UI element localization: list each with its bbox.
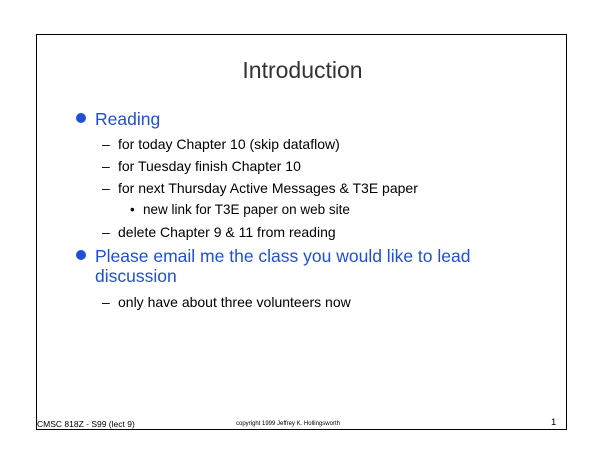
footer-copyright: copyright 1999 Jeffrey K. Hollingsworth: [236, 421, 340, 427]
subitem-tuesday-label: for Tuesday finish Chapter 10: [118, 158, 301, 174]
subsubitem-t3e-link: [130, 201, 350, 219]
page-number: 1: [551, 417, 557, 428]
subitem-today-label: for today Chapter 10 (skip dataflow): [118, 136, 340, 152]
subitem-delete: [102, 223, 336, 241]
dash-icon: –: [102, 158, 110, 174]
subitem-thursday: [102, 179, 418, 197]
bullet-dot-icon: [76, 113, 86, 123]
dash-icon: –: [102, 180, 110, 196]
subitem-volunteers: [102, 293, 351, 311]
footer-course: CMSC 818Z - S99 (lect 9): [37, 419, 135, 429]
bullet-reading-label: Reading: [95, 109, 161, 129]
dash-icon: –: [102, 224, 110, 240]
dash-icon: –: [102, 294, 110, 310]
dash-icon: –: [102, 136, 110, 152]
subitem-delete-label: delete Chapter 9 & 11 from reading: [118, 224, 336, 240]
bullet-email-label-line2: discussion: [95, 266, 177, 286]
subitem-volunteers-label: only have about three volunteers now: [118, 294, 351, 310]
subitem-tuesday: [102, 157, 301, 175]
bullet-email-label-line1: Please email me the class you would like to lead: [95, 246, 471, 266]
small-bullet-icon: •: [130, 202, 135, 217]
subitem-today: [102, 135, 340, 153]
subsubitem-t3e-link-label: new link for T3E paper on web site: [143, 202, 350, 217]
slide-title: Introduction: [242, 57, 363, 83]
bullet-dot-icon: [76, 250, 86, 260]
subitem-thursday-label: for next Thursday Active Messages & T3E paper: [118, 180, 418, 196]
